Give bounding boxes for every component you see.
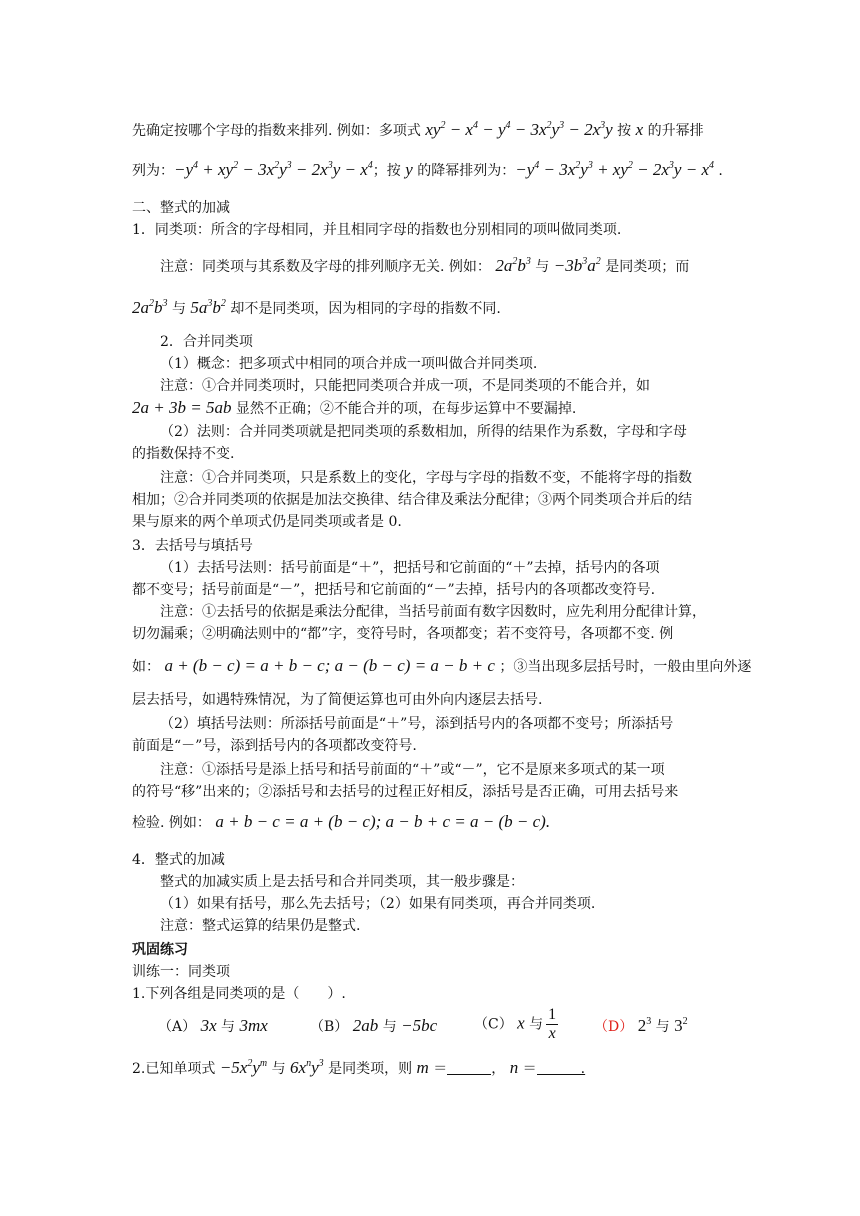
line-10: 2a + 3b = 5ab 显然不正确；②不能合并的项，在每步运算中不要漏掉. <box>132 398 577 417</box>
line-29: 整式的加减实质上是去括号和合并同类项，其一般步骤是： <box>160 874 524 890</box>
line-4: 1．同类项：所含的字母相同，并且相同字母的指数也分别相同的项叫做同类项. <box>132 222 622 238</box>
blank-n[interactable] <box>537 1060 581 1075</box>
option-d-label: （D） <box>594 1019 634 1035</box>
line-21: 如： a + (b − c) = a + b − c; a − (b − c) = a − b + c ；③当出现多层括号时，一般由里向外逐 <box>132 656 752 675</box>
line-26: 的符号“移”出来的；②添括号和去括号的过程正好相反，添括号是否正确，可用去括号来 <box>132 784 679 800</box>
training-heading: 训练一：同类项 <box>132 964 230 980</box>
line-23: （2）填括号法则：所添括号前面是“＋”号，添到括号内的各项都不变号；所添括号 <box>160 716 674 732</box>
line-9: 注意：①合并同类项时，只能把同类项合并成一项，不是同类项的不能合并，如 <box>160 378 650 394</box>
line-5: 注意：同类项与其系数及字母的排列顺序无关. 例如： $2a^2b^3$ 与 $-3b^3a^2$ 是同类项；而 <box>160 256 690 275</box>
line-13: 注意：①合并同类项，只是系数上的变化，字母与字母的指数不变，不能将字母的指数 <box>160 470 692 486</box>
line-15: 果与原来的两个单项式仍是同类项或者是 0. <box>132 514 402 530</box>
line-25: 注意：①添括号是添上括号和括号前面的“＋”或“－”，它不是原来多项式的某一项 <box>160 762 665 778</box>
line-7: 2．合并同类项 <box>160 334 253 350</box>
option-a: （A） 3x 与 3mx <box>158 1016 268 1035</box>
line-30: （1）如果有括号，那么先去括号；（2）如果有同类项，再合并同类项. <box>160 896 596 912</box>
line-11: （2）法则：合并同类项就是把同类项的系数相加，所得的结果作为系数，字母和字母 <box>160 424 687 440</box>
line-22: 层去括号，如遇特殊情况，为了简便运算也可由外向内逐层去括号. <box>132 692 543 708</box>
line-12: 的指数保持不变. <box>132 446 235 462</box>
line-27: 检验. 例如： a + b − c = a + (b − c); a − b + c = a − (b − c). <box>132 812 551 831</box>
line-19: 注意：①去括号的依据是乘法分配律，当括号前面有数字因数时，应先利用分配律计算， <box>160 604 706 620</box>
practice-heading: 巩固练习 <box>132 942 188 958</box>
line-17: （1）去括号法则：括号前面是“＋”，把括号和它前面的“＋”去掉，括号内的各项 <box>160 560 660 576</box>
line-6: $2a^2b^3$ 与 $5a^3b^2$ 却不是同类项，因为相同的字母的指数不同. <box>132 298 501 317</box>
option-b: （B） 2ab 与 −5bc <box>310 1016 438 1035</box>
line-2: 列为：$-y^4 + xy^2 - 3x^2y^3 - 2x^3y - x^4$；按 y 的降幂排列为：$-y^4 - 3x^2y^3 + xy^2 - 2x^3y - x^4$ . <box>132 160 723 179</box>
line-24: 前面是“－”号，添到括号内的各项都改变符号. <box>132 738 417 754</box>
line-18: 都不变号；括号前面是“－”，把括号和它前面的“－”去掉，括号内的各项都改变符号. <box>132 582 656 598</box>
option-d: （D） $2^3$ 与 $3^2$ <box>594 1016 688 1035</box>
question-2: 2.已知单项式 $-5x^2y^m$ 与 $6x^ny^3$ 是同类项，则 m ＝ ， n ＝ . <box>132 1058 586 1077</box>
line-28: 4．整式的加减 <box>132 852 225 868</box>
line-16: 3．去括号与填括号 <box>132 538 253 554</box>
line-20: 切勿漏乘；②明确法则中的“都”字，变符号时，各项都变；若不变符号，各项都不变. 例 <box>132 626 674 642</box>
question-1: 1.下列各组是同类项的是（ ）. <box>132 986 346 1002</box>
line-14: 相加；②合并同类项的依据是加法交换律、结合律及乘法分配律；③两个同类项合并后的结 <box>132 492 692 508</box>
blank-m[interactable] <box>447 1060 491 1075</box>
option-c: （C） x 与 $\frac{1}{x}$ <box>474 1006 557 1042</box>
line-31: 注意：整式运算的结果仍是整式. <box>160 918 361 934</box>
fraction-1-over-x: $\frac{1}{x}$ <box>548 1006 557 1042</box>
section-heading: 二、整式的加减 <box>132 200 230 216</box>
line-1: 先确定按哪个字母的指数来排列. 例如：多项式 $xy^2 - x^4 - y^4 - 3x^2y^3 - 2x^3y$ 按 x 的升幂排 <box>132 120 704 139</box>
line-8: （1）概念：把多项式中相同的项合并成一项叫做合并同类项. <box>160 356 538 372</box>
